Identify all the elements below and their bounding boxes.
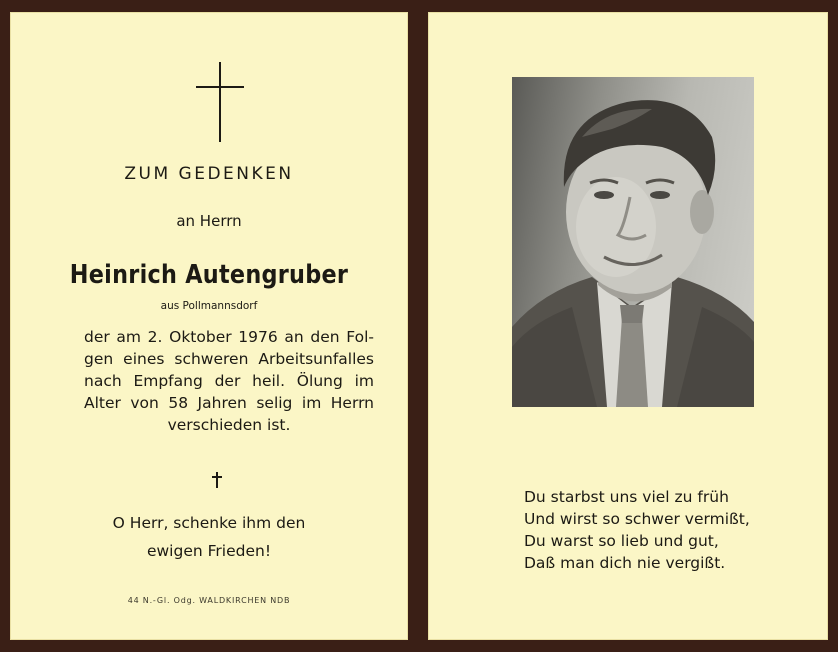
poem-line: Daß man dich nie vergißt. [524, 554, 726, 572]
prayer-line: ewigen Frieden! [146, 542, 272, 560]
portrait-photo [512, 77, 754, 407]
poem-line: Du starbst uns viel zu früh [524, 488, 729, 506]
obituary-line: nach Empfang der heil. Ölung im [84, 372, 374, 390]
poem [524, 486, 750, 574]
origin: aus Pollmannsdorf [160, 300, 258, 312]
memorial-card-left [10, 12, 408, 640]
deceased-name: Heinrich Autengruber [69, 260, 349, 290]
memorial-card-right [428, 12, 828, 640]
printer-mark: 44 N.-Gl. Odg. WALDKIRCHEN NDB [127, 596, 291, 605]
obituary-text [84, 326, 374, 436]
prayer-line: O Herr, schenke ihm den [112, 514, 306, 532]
heading: ZUM GEDENKEN [124, 164, 294, 184]
obituary-line: der am 2. Oktober 1976 an den Fol- [84, 328, 374, 346]
poem-line: Und wirst so schwer vermißt, [524, 510, 750, 528]
small-cross-icon [211, 472, 223, 488]
cross-icon [196, 62, 244, 142]
obituary-line: gen eines schweren Arbeitsunfalles [84, 350, 374, 368]
salutation: an Herrn [176, 212, 242, 230]
obituary-line: Alter von 58 Jahren selig im Herrn [84, 394, 374, 412]
obituary-line: verschieden ist. [167, 416, 291, 434]
prayer [10, 509, 408, 565]
poem-line: Du warst so lieb und gut, [524, 532, 719, 550]
